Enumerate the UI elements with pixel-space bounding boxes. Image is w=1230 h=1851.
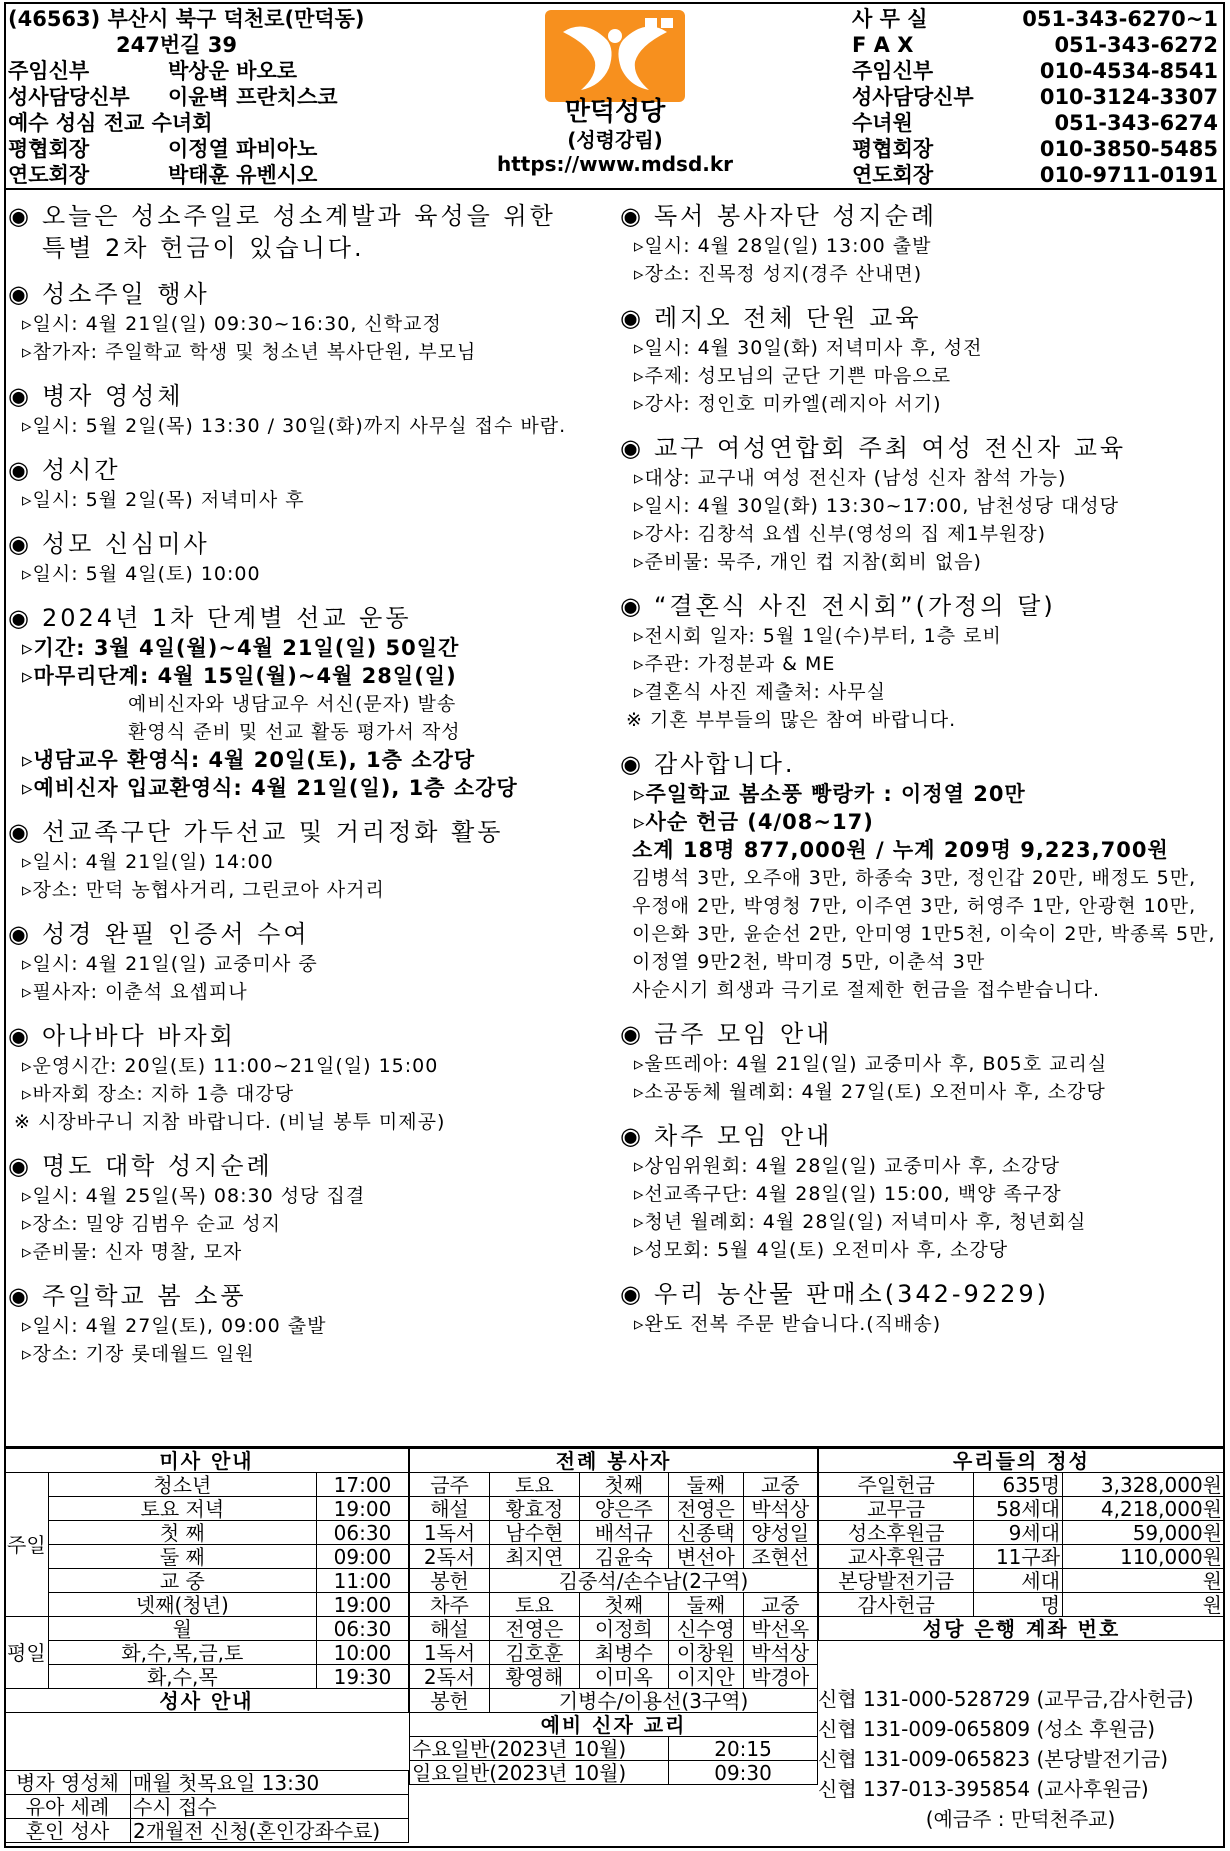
notice-line: ▹울뜨레아: 4월 21일(일) 교중미사 후, B05호 교리실 (634, 1053, 1108, 1075)
weekday-label: 평일 (5, 1617, 49, 1689)
account-holder: (예금주 : 만덕천주교) (925, 1807, 1116, 1831)
notice-line: 환영식 준비 및 선교 활동 평가서 작성 (128, 721, 461, 743)
notice-line: ▹일시: 5월 2일(목) 13:30 / 30일(화)까지 사무실 접수 바람. (22, 415, 567, 437)
notice-line: ▹완도 전복 주문 받습니다.(직배송) (634, 1313, 942, 1335)
notice-title: ◉ 독서 봉사자단 성지순례 (620, 202, 938, 230)
notice-section (8, 380, 608, 440)
notice-title: ◉ 명도 대학 성지순례 (8, 1152, 273, 1180)
liturgy-ministers-table: 전례 봉사자 금주 토요 첫째 둘째 교중 해설 황효정 양은주 전영은 박석상 1독서 남수현 배석규 신종택 양성일 2독서 최지연 김윤숙 변선아 조현선 봉헌 김중석/손수남(2구역) 차주 토요 첫째 둘째 교중 해설 전영은 이정희 신수영 박선옥 1독서 김호훈 최병수 이창원 박석상 2독서 황영해 이미옥 이지안 박경아 봉헌 기병수/이용선(3구역) 예비 신자 교리 수요일반(2023년 10월) 20:15 일요일반(2023년 10월) 09:30 (409, 1448, 818, 1785)
notice-line: 소계 18명 877,000원 / 누계 209명 9,223,700원 (632, 838, 1169, 862)
notice-line: ▹강사: 정인호 미카엘(레지아 서기) (634, 393, 942, 415)
header-left (8, 6, 478, 188)
notice-section (620, 748, 1220, 1004)
notice-title: ◉ 성모 신심미사 (8, 530, 210, 558)
bank-account: 신협 131-009-065809 (성소 후원금) (818, 1717, 1156, 1741)
notice-line: ▹냉담교우 환영식: 4월 20일(토), 1층 소강당 (22, 748, 476, 772)
notice-section (620, 590, 1220, 734)
notice-title: ◉ 주일학교 봄 소풍 (8, 1282, 247, 1310)
contact-row: 성사담당신부 010-3124-3307 (852, 85, 1218, 109)
notice-line: ▹사순 헌금 (4/08~17) (634, 810, 874, 834)
notice-line: ▹전시회 일자: 5월 1일(수)부터, 1층 로비 (634, 625, 1002, 647)
contact-row: 사 무 실 051-343-6270~1 (852, 7, 1218, 31)
bullet-icon: ◉ (8, 1022, 32, 1050)
notice-section (8, 602, 608, 802)
address-line1: (46563) 부산시 북구 덕천로(만덕동) (8, 7, 365, 31)
notice-title: ◉ 성시간 (8, 456, 121, 484)
notice-line: ▹장소: 밀양 김범우 순교 성지 (22, 1213, 281, 1235)
notice-line: ▹준비물: 신자 명찰, 모자 (22, 1241, 243, 1263)
notice-line: ▹일시: 4월 21일(일) 09:30~16:30, 신학교정 (22, 313, 442, 335)
notice-title: ◉ 성소주일 행사 (8, 280, 210, 308)
bullet-icon: ◉ (620, 434, 644, 462)
contact-row: 주임신부 010-4534-8541 (852, 59, 1218, 83)
bullet-icon: ◉ (620, 1280, 644, 1308)
notice-line: ▹대상: 교구내 여성 전신자 (남성 신자 참석 가능) (634, 467, 1067, 489)
notice-section (620, 432, 1220, 576)
notice-title-line2: 특별 2차 헌금이 있습니다. (42, 234, 365, 262)
notice-section (620, 1120, 1220, 1264)
liturgy-table-title: 전례 봉사자 (410, 1449, 818, 1473)
parish-logo (545, 10, 685, 102)
sunday-label: 주일 (5, 1473, 49, 1617)
contact-row: F A X 051-343-6272 (852, 33, 1218, 57)
bullet-icon: ◉ (8, 280, 32, 308)
notice-line: ▹일시: 4월 21일(일) 14:00 (22, 851, 274, 873)
mass-schedule-table: 미사 안내 주일 청소년 17:00 토요 저녁 19:00 첫 째 06:30 둘 째 09:00 교 중 11:00 넷째(청년) 19:00 평일 월 06:30 화,수,목,금,토 10:00 화,수,목 19:30 성사 안내 (4, 1448, 409, 1713)
bullet-icon: ◉ (8, 818, 32, 846)
notice-line: ▹청년 월례회: 4월 28일(일) 저녁미사 후, 청년회실 (634, 1211, 1087, 1233)
notice-title: ◉ 우리 농산물 판매소(342-9229) (620, 1280, 1050, 1308)
notice-title: ◉ 감사합니다. (620, 750, 796, 778)
notice-title: ◉ 2024년 1차 단계별 선교 운동 (8, 604, 412, 632)
notice-line: ▹주제: 성모님의 군단 기쁜 마음으로 (634, 365, 952, 387)
notice-line: ▹일시: 4월 21일(일) 교중미사 중 (22, 953, 318, 975)
notice-line: 사순시기 희생과 극기로 절제한 헌금을 접수받습니다. (632, 979, 1101, 1001)
staff-row: 성사담당신부 이윤벽 프란치스코 (8, 85, 338, 109)
notice-line: ※ 기혼 부부들의 많은 참여 바랍니다. (626, 709, 957, 731)
notice-section (620, 302, 1220, 418)
notice-line: ▹준비물: 묵주, 개인 컵 지참(회비 없음) (634, 551, 982, 573)
notices-left-column (8, 200, 608, 1382)
offerings-table-title: 우리들의 정성 (819, 1449, 1225, 1473)
notice-section (8, 1150, 608, 1266)
notice-line: ▹장소: 기장 롯데월드 일원 (22, 1343, 255, 1365)
notice-line: ▹장소: 만덕 농협사거리, 그린코아 사거리 (22, 879, 385, 901)
notice-line: ▹소공동체 월례회: 4월 27일(토) 오전미사 후, 소강당 (634, 1081, 1106, 1103)
notice-line: ▹일시: 5월 2일(목) 저녁미사 후 (22, 489, 305, 511)
notice-title: ◉ “결혼식 사진 전시회”(가정의 달) (620, 592, 1056, 620)
bullet-icon: ◉ (620, 1020, 644, 1048)
notice-section (8, 816, 608, 904)
bank-title: 성당 은행 계좌 번호 (819, 1617, 1225, 1641)
parish-name: 만덕성당 (564, 97, 666, 127)
notice-line: ▹일시: 4월 30일(화) 저녁미사 후, 성전 (634, 337, 983, 359)
bullet-icon: ◉ (620, 592, 644, 620)
sacrament-table-title: 성사 안내 (5, 1689, 409, 1713)
bullet-icon: ◉ (620, 750, 644, 778)
notice-section (620, 1278, 1220, 1338)
notice-line: ▹주관: 가정분과 & ME (634, 653, 836, 675)
bullet-icon: ◉ (8, 1282, 32, 1310)
notice-line: ※ 시장바구니 지참 바랍니다. (비닐 봉투 미제공) (14, 1111, 446, 1133)
notice-line: ▹선교족구단: 4월 28일(일) 15:00, 백양 족구장 (634, 1183, 1062, 1205)
dove-logo-icon (545, 10, 685, 102)
notice-line: ▹일시: 5월 4일(토) 10:00 (22, 563, 261, 585)
notice-section (8, 918, 608, 1006)
contact-row: 평협회장 010-3850-5485 (852, 137, 1218, 161)
notice-line: 우정애 2만, 박영청 7만, 이주연 3만, 허영주 1만, 안광현 10만, (632, 895, 1197, 917)
parish-website-link[interactable]: https://www.mdsd.kr (496, 152, 734, 176)
header-contacts (852, 6, 1218, 188)
address-line2: 247번길 39 (116, 33, 237, 57)
notice-line: ▹상임위원회: 4월 28일(일) 교중미사 후, 소강당 (634, 1155, 1060, 1177)
notice-section (620, 200, 1220, 288)
staff-row: 연도회장 박태훈 유벤시오 (8, 163, 318, 187)
bullet-icon: ◉ (8, 1152, 32, 1180)
bank-account: 신협 137-013-395854 (교사후원금) (818, 1777, 1149, 1801)
bullet-icon: ◉ (8, 920, 32, 948)
notice-section (8, 1020, 608, 1136)
notice-title: ◉ 선교족구단 가두선교 및 거리정화 활동 (8, 818, 504, 846)
notice-section (8, 278, 608, 366)
notice-line: ▹강사: 김창석 요셉 신부(영성의 집 제1부원장) (634, 523, 1047, 545)
notice-line: ▹참가자: 주일학교 학생 및 청소년 복사단원, 부모님 (22, 341, 477, 363)
mass-table-title: 미사 안내 (5, 1449, 409, 1473)
notice-title: ◉ 차주 모임 안내 (620, 1122, 833, 1150)
notice-section (620, 1018, 1220, 1106)
staff-row: 예수 성심 전교 수녀회 (8, 111, 213, 135)
contact-row: 연도회장 010-9711-0191 (852, 163, 1218, 187)
notice-section (8, 528, 608, 588)
notice-title: ◉ 오늘은 성소주일로 성소계발과 육성을 위한 (8, 202, 556, 230)
notice-section (8, 454, 608, 514)
bullet-icon: ◉ (8, 604, 32, 632)
notice-line: ▹일시: 4월 27일(토), 09:00 출발 (22, 1315, 327, 1337)
notice-line: ▹결혼식 사진 제출처: 사무실 (634, 681, 886, 703)
bullet-icon: ◉ (8, 530, 32, 558)
notice-title: ◉ 교구 여성연합회 주최 여성 전신자 교육 (620, 434, 1127, 462)
notice-line: 예비신자와 냉담교우 서신(문자) 발송 (128, 693, 457, 715)
notice-title: ◉ 성경 완필 인증서 수여 (8, 920, 310, 948)
notice-title: ◉ 금주 모임 안내 (620, 1020, 833, 1048)
bullet-icon: ◉ (620, 304, 644, 332)
notice-line: ▹바자회 장소: 지하 1층 대강당 (22, 1083, 295, 1105)
liturgical-day: (성령강림) (567, 128, 663, 152)
bullet-icon: ◉ (620, 202, 644, 230)
bank-account: 신협 131-000-528729 (교무금,감사헌금) (818, 1687, 1194, 1711)
notice-title: ◉ 레지오 전체 단원 교육 (620, 304, 922, 332)
notices-right-column (620, 200, 1220, 1352)
notice-section (8, 200, 608, 264)
sacrament-table: 병자 영성체 매월 첫목요일 13:30 유아 세례 수시 접수 혼인 성사 2개월전 신청(혼인강좌수료) (4, 1770, 409, 1843)
notice-line: 이은화 3만, 윤순선 2만, 안미영 1만5천, 이숙이 2만, 박종록 5만, (632, 923, 1216, 945)
notice-line: ▹주일학교 봄소풍 빵랑카 : 이정열 20만 (634, 782, 1026, 806)
offerings-table: 우리들의 정성 주일헌금 635명 3,328,000원 교무금 58세대 4,218,000원 성소후원금 9세대 59,000원 교사후원금 11구좌 110,000원 본당발전기금 세대 원 감사헌금 명 원 성당 은행 계좌 번호 (818, 1448, 1225, 1641)
bank-account: 신협 131-009-065823 (본당발전기금) (818, 1747, 1169, 1771)
bank-accounts (818, 1684, 1223, 1834)
bullet-icon: ◉ (8, 202, 32, 230)
bullet-icon: ◉ (620, 1122, 644, 1150)
notice-title: ◉ 병자 영성체 (8, 382, 184, 410)
notice-line: ▹예비신자 입교환영식: 4월 21일(일), 1층 소강당 (22, 776, 518, 800)
bullet-icon: ◉ (8, 382, 32, 410)
notice-line: ▹운영시간: 20일(토) 11:00~21일(일) 15:00 (22, 1055, 439, 1077)
staff-row: 주임신부 박상운 바오로 (8, 59, 298, 83)
bullet-icon: ◉ (8, 456, 32, 484)
notice-title: ◉ 아나바다 바자회 (8, 1022, 236, 1050)
notice-line: ▹일시: 4월 25일(목) 08:30 성당 집결 (22, 1185, 366, 1207)
staff-row: 평협회장 이정열 파비아노 (8, 137, 318, 161)
notice-line: ▹장소: 진목정 성지(경주 산내면) (634, 263, 923, 285)
notice-line: ▹성모회: 5월 4일(토) 오전미사 후, 소강당 (634, 1239, 1009, 1261)
notice-line: ▹기간: 3월 4일(월)~4월 21일(일) 50일간 (22, 636, 460, 660)
notice-section (8, 1280, 608, 1368)
notice-line: 김병석 3만, 오주애 3만, 하종숙 3만, 정인갑 20만, 배정도 5만, (632, 867, 1197, 889)
catechism-table-title: 예비 신자 교리 (410, 1713, 818, 1737)
contact-row: 수녀원 051-343-6274 (852, 111, 1218, 135)
notice-line: ▹마무리단계: 4월 15일(월)~4월 28일(일) (22, 664, 457, 688)
notice-line: ▹일시: 4월 30일(화) 13:30~17:00, 남천성당 대성당 (634, 495, 1119, 517)
notice-line: ▹필사자: 이춘석 요셉피나 (22, 981, 248, 1003)
notice-line: 이정열 9만2천, 박미경 5만, 이춘석 3만 (632, 951, 986, 973)
notice-line: ▹일시: 4월 28일(일) 13:00 출발 (634, 235, 932, 257)
